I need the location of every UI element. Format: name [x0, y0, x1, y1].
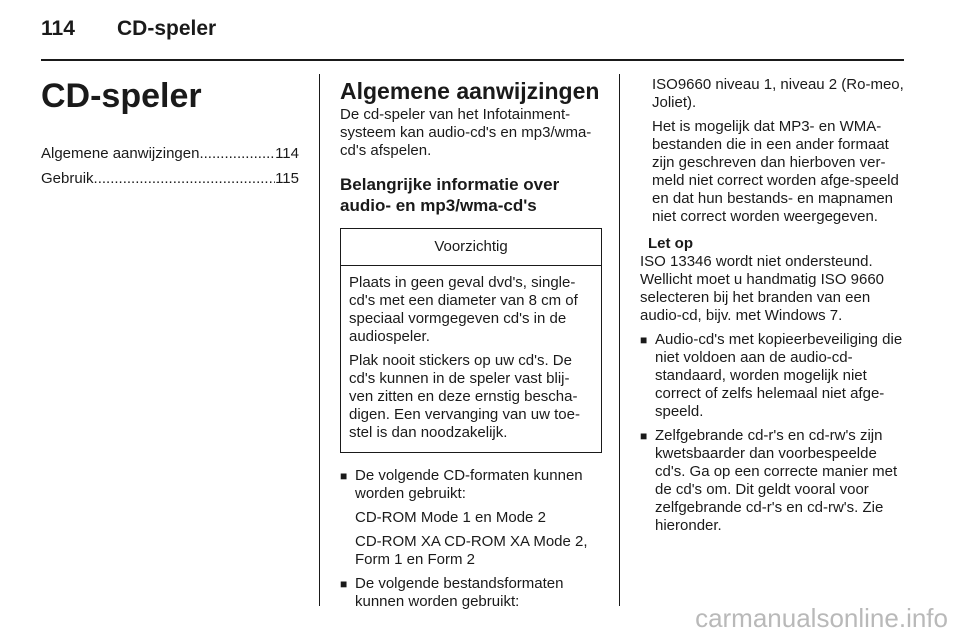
- column-divider-2: [619, 74, 620, 606]
- toc-entry-page: 114: [275, 145, 299, 162]
- toc-entry-label: Gebruik: [41, 170, 94, 187]
- toc-entry[interactable]: [41, 169, 299, 189]
- sub-item: CD-ROM XA CD-ROM XA Mode 2, Form 1 en Form 2: [355, 533, 588, 568]
- subsection-heading: Belangrijke informatie over audio- en mp3/wma-cd's: [340, 175, 560, 215]
- page-number: 114: [41, 17, 75, 40]
- header-rule: [41, 59, 904, 61]
- caution-body: [341, 266, 601, 452]
- bullet-text: De volgende bestandsformaten kunnen worden gebruikt:: [355, 575, 564, 610]
- list-item: [340, 575, 602, 611]
- page-header: [41, 17, 216, 41]
- intro-paragraph: De cd-speler van het Infotainment-systeem kan audio-cd's en mp3/wma-cd's afspelen.: [340, 106, 592, 159]
- format-list: [340, 467, 602, 611]
- note-text: ISO 13346 wordt niet ondersteund. Wellicht moet u handmatig ISO 9660 selecteren bij het branden van een audio-cd, bijv. met Windows 7.: [640, 253, 885, 324]
- watermark: carmanualsonline.info: [695, 603, 948, 633]
- note-title: Let op: [648, 235, 693, 252]
- header-section-title: CD-speler: [117, 17, 217, 40]
- chapter-title: CD-speler: [41, 77, 202, 115]
- toc-entry-label: Algemene aanwijzingen: [41, 145, 200, 162]
- section-heading: Algemene aanwijzingen: [340, 78, 600, 104]
- toc-entry-page: 115: [275, 170, 299, 187]
- sub-item: CD-ROM Mode 1 en Mode 2: [355, 509, 546, 526]
- caution-paragraph: Plak nooit stickers op uw cd's. De cd's kunnen in de speler vast blij-ven zitten en deze ernstig bescha-digen. Een vervanging van uw toe-stel is dan noodzakelijk.: [349, 352, 580, 441]
- cd-notes-list: [640, 331, 904, 535]
- bullet-text: De volgende CD-formaten kunnen worden gebruikt:: [355, 467, 583, 502]
- toc-leader: [199, 144, 275, 164]
- list-item: ■ Zelfgebrande cd-r's en cd-rw's zijn kwetsbaarder dan voorbespeelde cd's. Ga op een correcte manier met de cd's om. Dit geldt vooral voor zelfgebrande cd-r's en cd-rw's. Zie hieronder.: [640, 427, 904, 535]
- list-item: ■ Audio-cd's met kopieerbeveiliging die niet voldoen aan de audio-cd-standaard, worden mogelijk niet correct of zelfs helemaal niet afge-speeld.: [640, 331, 904, 421]
- caution-box: [340, 228, 602, 453]
- middle-column: [340, 76, 602, 611]
- mp3-paragraph: Het is mogelijk dat MP3- en WMA-bestanden die in een ander formaat zijn geschreven dan hierboven ver-meld niet correct worden afge-speeld en dat hun bestands- en mapnamen niet correct worden weergegeven.: [652, 118, 899, 225]
- chapter-column: [41, 76, 299, 194]
- caution-paragraph: Plaats in geen geval dvd's, single-cd's met een diameter van 8 cm of speciaal vormgegeven cd's in de audiospeler.: [349, 274, 578, 345]
- column-divider-1: [319, 74, 320, 606]
- toc-leader: [94, 169, 276, 189]
- list-item: [340, 467, 602, 569]
- iso-paragraph: ISO9660 niveau 1, niveau 2 (Ro-meo, Joliet).: [652, 76, 904, 111]
- right-column: [640, 76, 904, 535]
- toc-entry[interactable]: [41, 144, 299, 164]
- caution-title: Voorzichtig: [341, 229, 601, 266]
